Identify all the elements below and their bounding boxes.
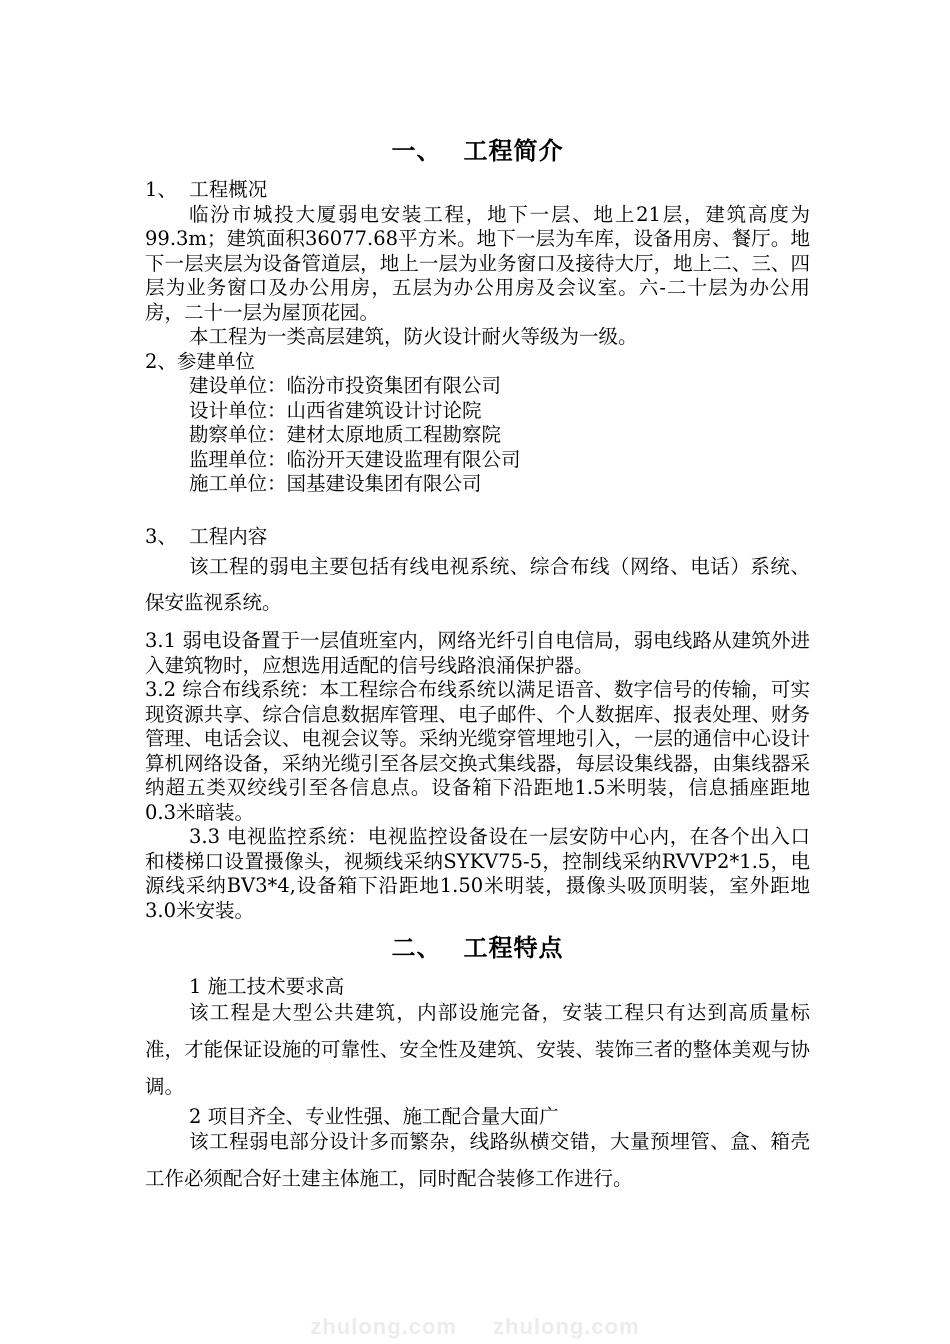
section-number: 二、	[391, 933, 442, 962]
watermark-text: zhulong.com	[310, 1314, 457, 1339]
section-heading-1	[145, 136, 810, 166]
unit-design: 设计单位：山西省建筑设计讨论院	[189, 398, 482, 422]
unit-supervision: 监理单位：临汾开天建设监理有限公司	[189, 447, 521, 471]
paragraph-content: 该工程的弱电主要包括有线电视系统、综合布线（网络、电话）系统、保安监视系统。	[145, 555, 810, 614]
section-title: 工程简介	[463, 136, 564, 165]
paragraph-feature-2: 该工程弱电部分设计多而繁杂，线路纵横交错，大量预埋管、盒、箱壳工作必须配合好土建主体施工，同时配合装修工作进行。	[145, 1130, 810, 1190]
unit-survey: 勘察单位：建材太原地质工程勘察院	[189, 423, 502, 446]
watermark-text: zhulong.com	[493, 1314, 640, 1339]
subheading-content: 3、 工程内容	[145, 524, 268, 548]
paragraph-overview: 临汾市城投大厦弱电安装工程，地下一层、地上21层，建筑高度为99.3m；建筑面积36077.68平方米。地下一层为车库，设备用房、餐厅。地下一层夹层为设备管道层，地上一层为业务窗口及接待大厅，地上二、三、四层为业务窗口及办公用房，五层为办公用房及会议室。六-二十层为办公用房，二十一层为屋顶花园。	[145, 202, 810, 324]
section-title: 工程特点	[463, 933, 564, 962]
section-number: 一、	[391, 136, 442, 165]
unit-construction: 建设单位：临汾市投资集团有限公司	[189, 374, 502, 397]
subheading-participants: 2、参建单位	[145, 349, 255, 373]
paragraph-fire-rating: 本工程为一类高层建筑，防火设计耐火等级为一级。	[189, 325, 638, 348]
paragraph-3-2: 3.2 综合布线系统：本工程综合布线系统以满足语音、数字信号的传输，可实现资源共享、综合信息数据库管理、电子邮件、个人数据库、报表处理、财务管理、电话会议、电视会议等。采纳光缆穿管埋地引入，一层的通信中心设计算机网络设备，采纳光缆引至各层交换式集线器，每层设集线器，由集线器采纳超五类双绞线引至各信息点。设备箱下沿距地1.5米明装，信息插座距地0.3米暗装。	[145, 678, 810, 824]
unit-contractor: 施工单位：国基建设集团有限公司	[189, 472, 482, 495]
paragraph-3-1: 3.1 弱电设备置于一层值班室内，网络光纤引自电信局，弱电线路从建筑外进入建筑物时，应想选用适配的信号线路浪涌保护器。	[145, 629, 810, 677]
section-heading-2	[145, 933, 810, 963]
watermark	[0, 1314, 950, 1340]
document-body	[145, 128, 810, 1197]
subheading-feature-2: 2 项目齐全、专业性强、施工配合量大面广	[189, 1104, 559, 1128]
subheading-overview: 1、 工程概况	[145, 178, 268, 201]
subheading-feature-1: 1 施工技术要求高	[189, 975, 345, 998]
paragraph-3-3: 3.3 电视监控系统：电视监控设备设在一层安防中心内，在各个出入口和楼梯口设置摄像头，视频线采纳SYKV75-5，控制线采纳RVVP2*1.5，电源线采纳BV3*4,设备箱下沿距地1.50米明装，摄像头吸顶明装，室外距地3.0米安装。	[145, 825, 810, 922]
paragraph-feature-1: 该工程是大型公共建筑，内部设施完备，安装工程只有达到高质量标准，才能保证设施的可靠性、安全性及建筑、安装、装饰三者的整体美观与协调。	[145, 1000, 810, 1098]
